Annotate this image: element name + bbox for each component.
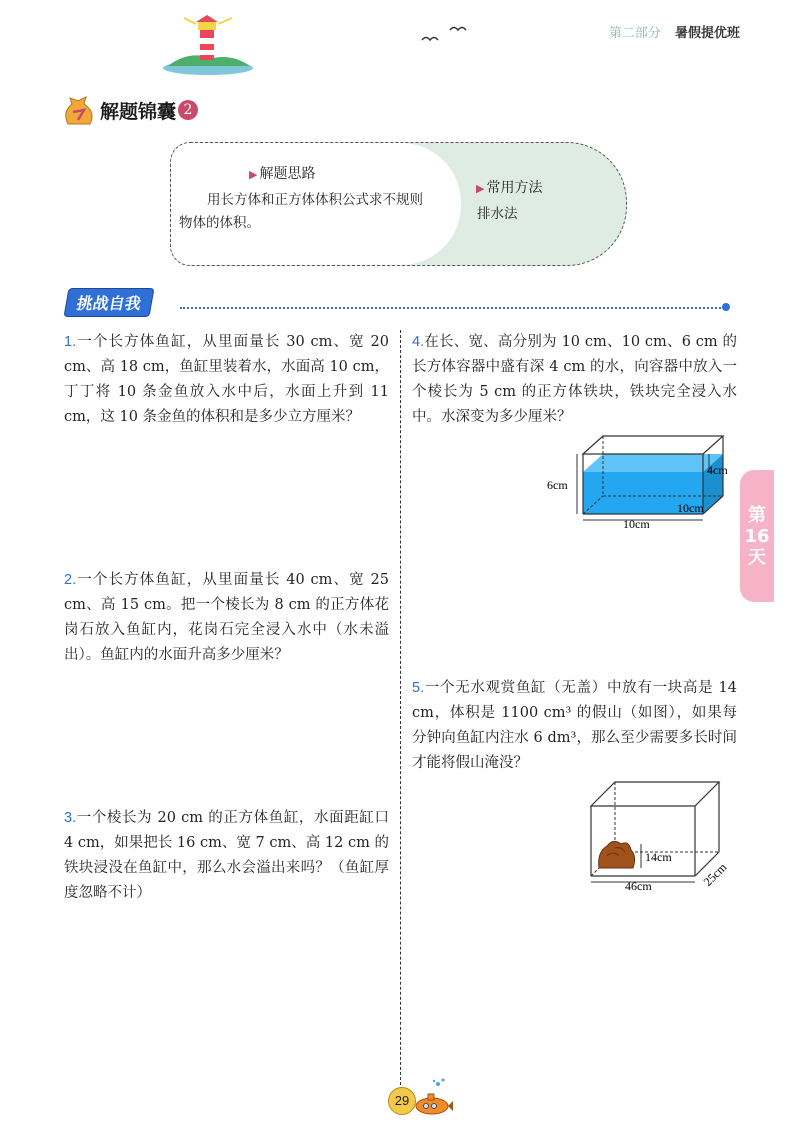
idea-heading-text: 解题思路 bbox=[259, 166, 316, 182]
figure4-water-label: 4cm bbox=[707, 463, 728, 477]
tips-card bbox=[170, 142, 627, 266]
birds-icon bbox=[420, 22, 470, 44]
challenge-header bbox=[66, 288, 152, 317]
question-2 bbox=[64, 568, 389, 668]
side-tab-char-2: 天 bbox=[748, 546, 766, 568]
idea-text: 用长方体和正方体体积公式求不规则物体的体积。 bbox=[179, 192, 423, 231]
header-label bbox=[609, 22, 740, 41]
method-heading-text: 常用方法 bbox=[486, 180, 543, 196]
column-divider bbox=[400, 330, 401, 1100]
challenge-badge: 挑战自我 bbox=[63, 288, 154, 317]
method-heading bbox=[476, 177, 542, 197]
question-number: 3. bbox=[64, 810, 77, 826]
figure5-width-label: 25cm bbox=[700, 860, 730, 889]
dotted-divider bbox=[180, 307, 725, 309]
header-class-name: 暑假提优班 bbox=[674, 26, 740, 41]
header-part: 第二部分 bbox=[608, 26, 661, 41]
triangle-icon: ▶ bbox=[249, 168, 258, 181]
page-number: 29 bbox=[388, 1087, 416, 1115]
side-tab-day-number: 16 bbox=[744, 525, 770, 547]
section-title bbox=[62, 94, 198, 126]
question-5 bbox=[412, 676, 737, 776]
figure4-width-label: 10cm bbox=[677, 501, 704, 515]
rockery-shape bbox=[599, 841, 635, 868]
method-text: 排水法 bbox=[477, 206, 518, 222]
figure-container-water bbox=[545, 432, 735, 532]
side-tab-char-1: 第 bbox=[748, 504, 766, 526]
question-number: 4. bbox=[412, 334, 425, 350]
idea-heading bbox=[249, 163, 315, 183]
question-4 bbox=[412, 330, 737, 430]
figure4-length-label: 10cm bbox=[623, 517, 650, 531]
question-number: 2. bbox=[64, 572, 77, 588]
question-text: 一个棱长为 20 cm 的正方体鱼缸，水面距缸口 4 cm，如果把长 16 cm、宽 7 cm、高 12 cm 的铁块浸没在鱼缸中，那么水会溢出来吗？（鱼缸厚度忽略不计） bbox=[64, 810, 389, 901]
figure5-height-label: 14cm bbox=[645, 850, 672, 864]
question-3 bbox=[64, 806, 389, 906]
question-number: 5. bbox=[412, 680, 425, 696]
question-number: 1. bbox=[64, 334, 77, 350]
section-title-text: 解题锦囊 bbox=[100, 100, 177, 123]
figure-tank-rockery bbox=[585, 778, 740, 893]
day-side-tab bbox=[740, 470, 774, 602]
divider-end-dot bbox=[722, 303, 730, 311]
lighthouse-illustration bbox=[158, 14, 258, 76]
section-number-badge: 2 bbox=[178, 100, 198, 120]
question-text: 一个无水观赏鱼缸（无盖）中放有一块高是 14 cm，体积是 1100 cm³ 的假山（如图），如果每分钟向鱼缸内注水 6 dm³，那么至少需要多长时间才能将假山淹没？ bbox=[412, 680, 737, 771]
figure5-length-label: 46cm bbox=[625, 879, 652, 893]
question-text: 一个长方体鱼缸，从里面量长 30 cm、宽 20 cm、高 18 cm，鱼缸里装着水，水面高 10 cm，丁丁将 10 条金鱼放入水中后，水面上升到 11 cm，这 10 条金鱼的体积和是多少立方厘米？ bbox=[64, 334, 389, 425]
figure4-height-label: 6cm bbox=[547, 478, 568, 492]
submarine-icon bbox=[412, 1078, 454, 1118]
tips-idea-panel bbox=[171, 143, 461, 265]
question-text: 一个长方体鱼缸，从里面量长 40 cm、宽 25 cm、高 15 cm。把一个棱长为 8 cm 的正方体花岗石放入鱼缸内，花岗石完全浸入水中（水未溢出）。鱼缸内的水面升高多少厘米？ bbox=[64, 572, 389, 663]
question-text: 在长、宽、高分别为 10 cm、10 cm、6 cm 的长方体容器中盛有深 4 cm 的水，向容器中放入一个棱长为 5 cm 的正方体铁块，铁块完全浸入水中。水深变为多少厘米？ bbox=[412, 334, 737, 425]
bag-icon bbox=[62, 94, 96, 126]
triangle-icon: ▶ bbox=[476, 182, 485, 195]
question-1 bbox=[64, 330, 389, 430]
